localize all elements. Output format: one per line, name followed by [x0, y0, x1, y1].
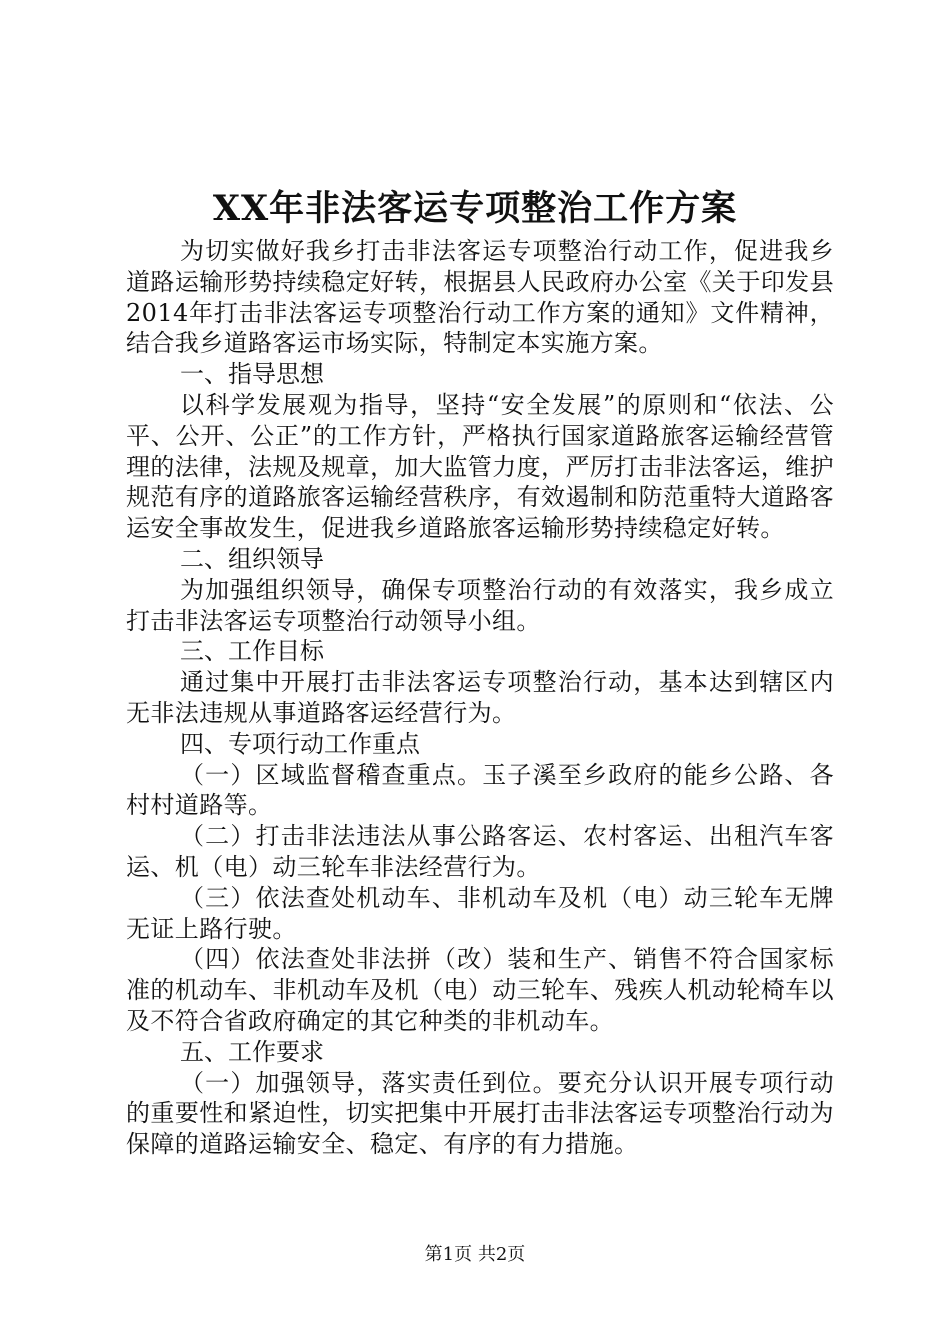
document-body [126, 236, 834, 1160]
intro-paragraph: 为切实做好我乡打击非法客运专项整治行动工作，促进我乡道路运输形势持续稳定好转，根据县人民政府办公室《关于印发县2014年打击非法客运专项整治行动工作方案的通知》文件精神，结合我乡道路客运市场实际，特制定本实施方案。 [126, 237, 834, 358]
document-title: XX年非法客运专项整治工作方案 [212, 188, 738, 229]
page-number: 第1页 共2页 [424, 1244, 526, 1265]
guiding-thought-paragraph: 以科学发展观为指导，坚持“安全发展”的原则和“依法、公平、公开、公正”的工作方针，严格执行国家道路旅客运输经营管理的法律，法规及规章，加大监管力度，严厉打击非法客运，维护规范有序的道路旅客运输经营秩序，有效遏制和防范重特大道路客运安全事故发生，促进我乡道路旅客运输形势持续稳定好转。 [126, 390, 834, 543]
section-heading-key-points: 四、专项行动工作重点 [180, 729, 420, 758]
section-heading-leadership: 二、组织领导 [180, 544, 324, 573]
key-point-2: （二）打击非法违法从事公路客运、农村客运、出租汽车客运、机（电）动三轮车非法经营行为。 [126, 822, 834, 881]
section-heading-guiding-thought: 一、指导思想 [180, 360, 324, 389]
section-heading-goals: 三、工作目标 [180, 637, 324, 666]
section-heading-requirements: 五、工作要求 [180, 1037, 324, 1066]
requirement-1: （一）加强领导，落实责任到位。要充分认识开展专项行动的重要性和紧迫性，切实把集中开展打击非法客运专项整治行动为保障的道路运输安全、稳定、有序的有力措施。 [126, 1068, 834, 1159]
goals-paragraph: 通过集中开展打击非法客运专项整治行动，基本达到辖区内无非法违规从事道路客运经营行为。 [126, 668, 834, 727]
key-point-4: （四）依法查处非法拼（改）装和生产、销售不符合国家标准的机动车、非机动车及机（电）动三轮车、残疾人机动轮椅车以及不符合省政府确定的其它种类的非机动车。 [126, 945, 834, 1035]
leadership-paragraph: 为加强组织领导，确保专项整治行动的有效落实，我乡成立打击非法客运专项整治行动领导小组。 [126, 575, 834, 635]
key-point-3: （三）依法查处机动车、非机动车及机（电）动三轮车无牌无证上路行驶。 [126, 883, 834, 943]
key-point-1: （一）区域监督稽查重点。玉子溪至乡政府的能乡公路、各村村道路等。 [126, 760, 834, 820]
